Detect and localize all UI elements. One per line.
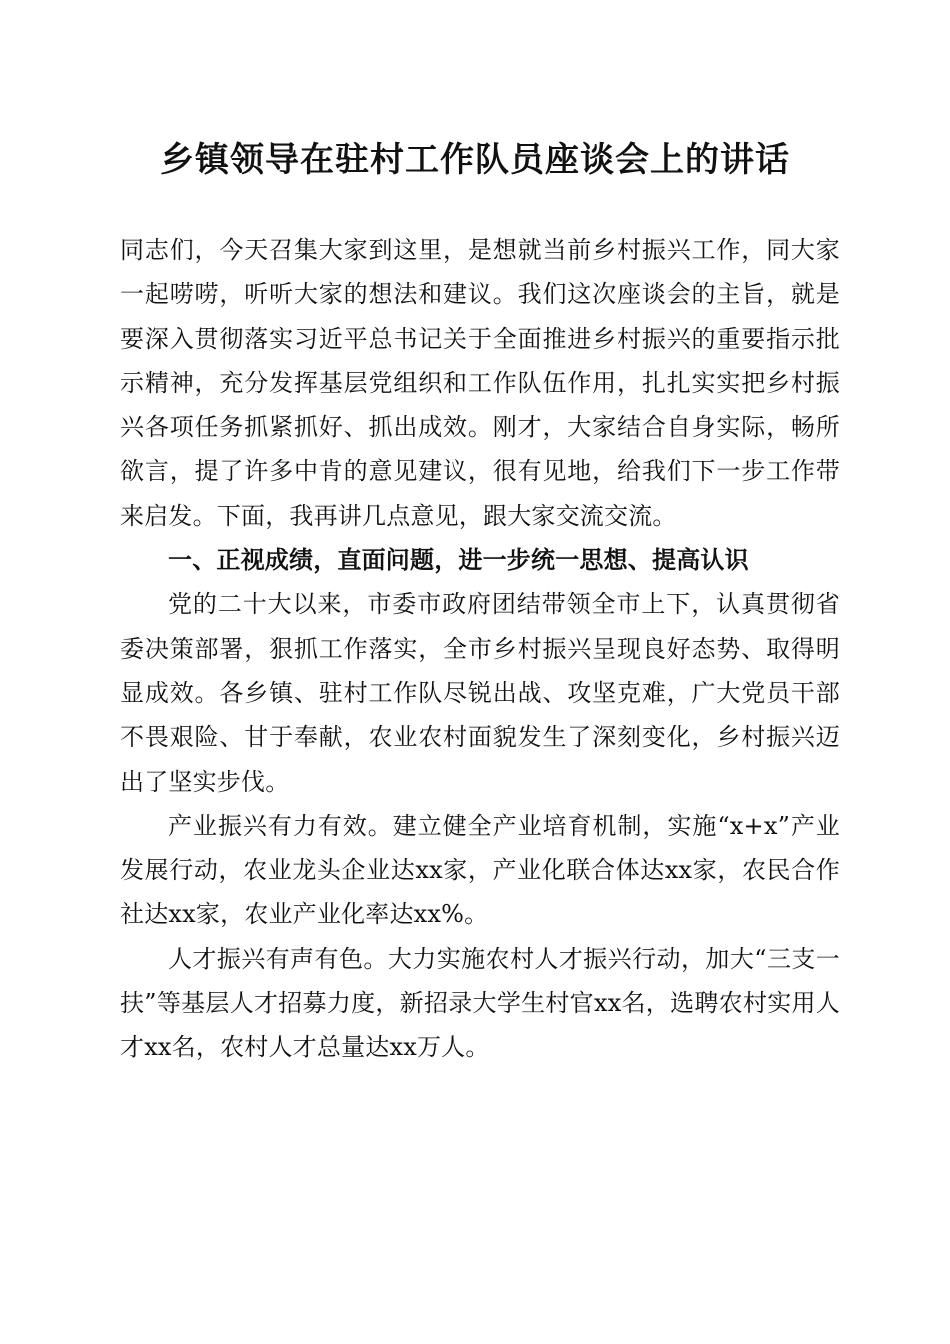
paragraph-industry: 产业振兴有力有效。建立健全产业培育机制，实施“x+x”产业发展行动，农业龙头企业达xx家，产业化联合体达xx家，农民合作社达xx家，农业产业化率达xx%。 (120, 811, 840, 929)
document-body (120, 228, 840, 1070)
paragraph-talent: 人才振兴有声有色。大力实施农村人才振兴行动，加大“三支一扶”等基层人才招募力度，新招录大学生村官xx名，选聘农村实用人才xx名，农村人才总量达xx万人。 (120, 944, 840, 1062)
paragraph-opening: 同志们，今天召集大家到这里，是想就当前乡村振兴工作，同大家一起唠唠，听听大家的想法和建议。我们这次座谈会的主旨，就是要深入贯彻落实习近平总书记关于全面推进乡村振兴的重要指示批示精神，充分发挥基层党组织和工作队伍作用，扎扎实实把乡村振兴各项任务抓紧抓好、抓出成效。刚才，大家结合自身实际，畅所欲言，提了许多中肯的意见建议，很有见地，给我们下一步工作带来启发。下面，我再讲几点意见，跟大家交流交流。 (120, 236, 840, 530)
section-heading-1: 一、正视成绩，直面问题，进一步统一思想、提高认识 (168, 546, 749, 575)
document-title: 乡镇领导在驻村工作队员座谈会上的讲话 (160, 140, 790, 180)
paragraph-achievements: 党的二十大以来，市委市政府团结带领全市上下，认真贯彻省委决策部署，狠抓工作落实，全市乡村振兴呈现良好态势、取得明显成效。各乡镇、驻村工作队尽锐出战、攻坚克难，广大党员干部不畏艰险、甘于奉献，农业农村面貌发生了深刻变化，乡村振兴迈出了坚实步伐。 (120, 590, 840, 796)
